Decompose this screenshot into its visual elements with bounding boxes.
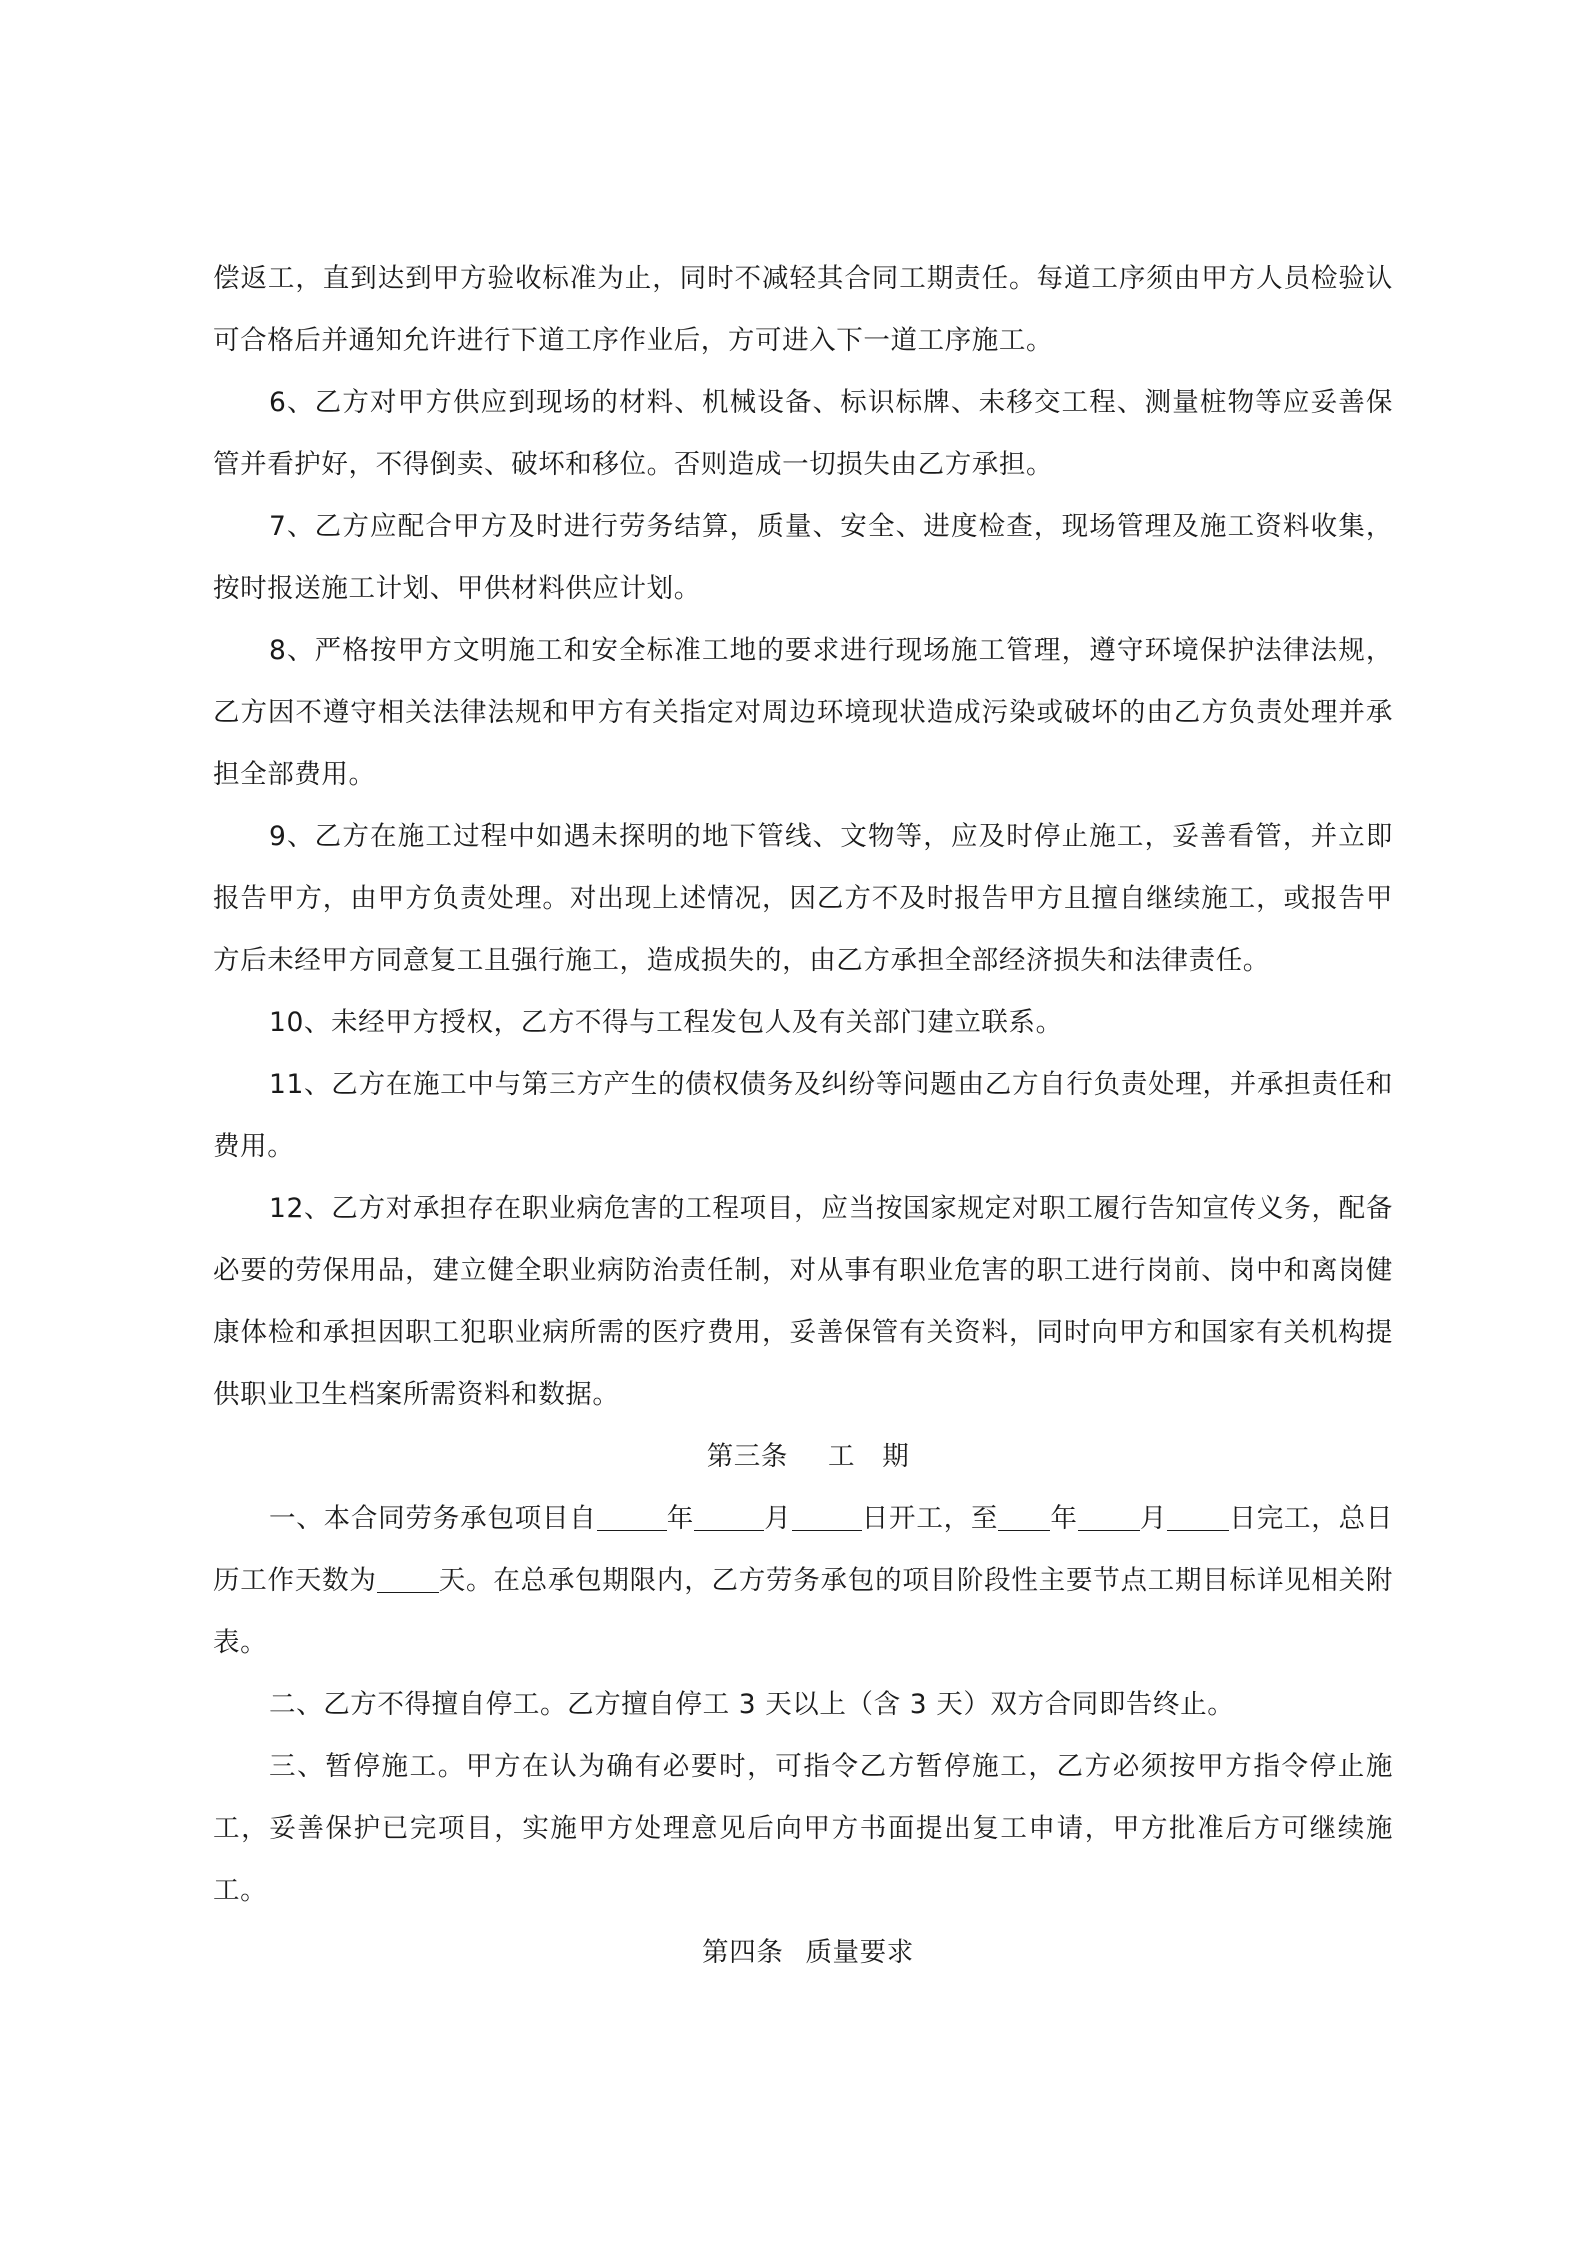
document-body	[213, 248, 1393, 1984]
total-days-blank	[377, 1564, 439, 1593]
clause-11: 11、乙方在施工中与第三方产生的债权债务及纠纷等问题由乙方自行负责处理，并承担责任和费用。	[213, 1069, 1393, 1162]
clause-9: 9、乙方在施工过程中如遇未探明的地下管线、文物等，应及时停止施工，妥善看管，并立即报告甲方，由甲方负责处理。对出现上述情况，因乙方不及时报告甲方且擅自继续施工，或报告甲方后未经甲方同意复工且强行施工，造成损失的，由乙方承担全部经济损失和法律责任。	[213, 821, 1393, 976]
article-3-name: 工 期	[828, 1441, 910, 1472]
end-month-blank	[1078, 1502, 1140, 1531]
article-4-label: 第四条	[702, 1937, 784, 1968]
clause-6: 6、乙方对甲方供应到现场的材料、机械设备、标识标牌、未移交工程、测量桩物等应妥善保管并看护好，不得倒卖、破坏和移位。否则造成一切损失由乙方承担。	[213, 387, 1393, 480]
article-3-item-3: 三、暂停施工。甲方在认为确有必要时，可指令乙方暂停施工，乙方必须按甲方指令停止施工，妥善保护已完项目，实施甲方处理意见后向甲方书面提出复工申请，甲方批准后方可继续施工。	[213, 1751, 1393, 1906]
clause-8: 8、严格按甲方文明施工和安全标准工地的要求进行现场施工管理，遵守环境保护法律法规，乙方因不遵守相关法律法规和甲方有关指定对周边环境现状造成污染或破坏的由乙方负责处理并承担全部费用。	[213, 635, 1393, 790]
paragraph-continued: 偿返工，直到达到甲方验收标准为止，同时不减轻其合同工期责任。每道工序须由甲方人员检验认可合格后并通知允许进行下道工序作业后，方可进入下一道工序施工。	[213, 263, 1393, 356]
start-day-blank	[792, 1502, 862, 1531]
article-3-label: 第三条	[706, 1441, 788, 1472]
start-month-blank	[694, 1502, 764, 1531]
end-day-blank	[1167, 1502, 1229, 1531]
end-year-blank	[998, 1502, 1050, 1531]
article-3-item-1: 一、本合同劳务承包项目自 年 月 日开工，至 年 月 日完工，总日历工作天数为 天。在总承包期限内，乙方劳务承包的项目阶段性主要节点工期目标详见相关附表。	[213, 1503, 1393, 1658]
article-3-item-2: 二、乙方不得擅自停工。乙方擅自停工 3 天以上（含 3 天）双方合同即告终止。	[269, 1689, 1235, 1720]
clause-7: 7、乙方应配合甲方及时进行劳务结算，质量、安全、进度检查，现场管理及施工资料收集，按时报送施工计划、甲供材料供应计划。	[213, 511, 1393, 604]
clause-10: 10、未经甲方授权，乙方不得与工程发包人及有关部门建立联系。	[269, 1007, 1063, 1038]
article-3-heading	[213, 1426, 1393, 1488]
article-4-heading	[213, 1922, 1393, 1984]
start-year-blank	[597, 1502, 667, 1531]
clause-12: 12、乙方对承担存在职业病危害的工程项目，应当按国家规定对职工履行告知宣传义务，配备必要的劳保用品，建立健全职业病防治责任制，对从事有职业危害的职工进行岗前、岗中和离岗健康体检和承担因职工犯职业病所需的医疗费用，妥善保管有关资料，同时向甲方和国家有关机构提供职业卫生档案所需资料和数据。	[213, 1193, 1393, 1410]
article-4-name: 质量要求	[805, 1937, 914, 1968]
